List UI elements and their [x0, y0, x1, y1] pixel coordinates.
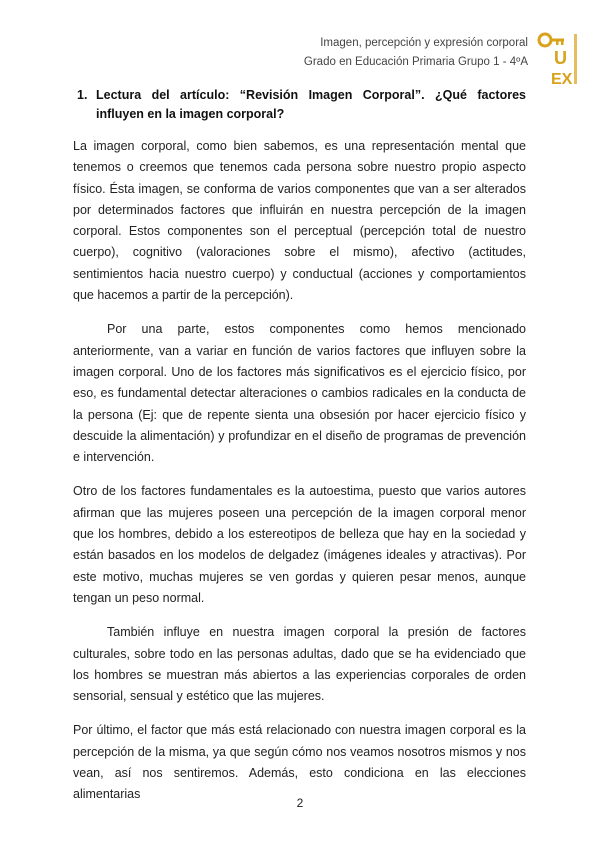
paragraph-intro: La imagen corporal, como bien sabemos, es una representación mental que tenemos o creemos que tenemos cada persona sobre nuestro propio aspecto físico. Ésta imagen, se conforma de varios componentes que van a ser alterados por determinados factores que influirán en nuestra percepción de la imagen corporal. Estos componentes son el perceptual (percepción total de nuestro cuerpo), cognitivo (valoraciones sobre el mismo), afectivo (actitudes, sentimientos hacia nuestro cuerpo) y conductual (acciones y comportamientos que hacemos a partir de la percepción).	[73, 139, 526, 303]
paragraph-perception: Por último, el factor que más está relacionado con nuestra imagen corporal es la percepción de la misma, ya que según cómo nos veamos nosotros mismos y nos vean, así nos sentiremos. Además, esto condiciona en las elecciones alimentarias	[73, 723, 526, 802]
logo-letter-u: U	[554, 48, 567, 68]
body-text	[73, 136, 526, 819]
university-logo-icon	[536, 30, 582, 88]
paragraph-exercise: Por una parte, estos componentes como hemos mencionado anteriormente, van a variar en función de varios factores que influyen sobre la imagen corporal. Uno de los factores más significativos es el ejercicio físico, por eso, es fundamental detectar alteraciones o cambios radicales en la conducta de la persona (Ej: que de repente sienta una obsesión por hacer ejercicio físico y descuide la alimentación) y profundizar en el diseño de programas de prevención e intervención.	[73, 322, 526, 465]
header-course-title: Imagen, percepción y expresión corporal	[320, 37, 528, 49]
page-number: 2	[296, 796, 304, 810]
section-title: Lectura del artículo: “Revisión Imagen Corporal”. ¿Qué factores influyen en la imagen corporal?	[96, 88, 526, 121]
paragraph-self-esteem: Otro de los factores fundamentales es la autoestima, puesto que varios autores afirman que las mujeres poseen una percepción de la imagen corporal menor que los hombres, debido a los estereotipos de belleza que hay en la sociedad y están basados en los modelos de delgadez (imágenes ideales y atractivas). Por este motivo, muchas mujeres se ven gordas y quieren pesar menos, aunque tengan un peso normal.	[73, 484, 526, 605]
section-number: 1.	[77, 88, 88, 102]
logo-letters-ex: EX	[551, 71, 573, 88]
page-header	[304, 34, 528, 72]
section-heading	[77, 86, 526, 124]
header-group-line: Grado en Educación Primaria Grupo 1 - 4ºA	[303, 56, 528, 68]
paragraph-culture: También influye en nuestra imagen corporal la presión de factores culturales, sobre todo en las personas adultas, dado que se ha evidenciado que los hombres se muestran más abiertos a las experiencias corporales de orden sensorial, sensual y estético que las mujeres.	[73, 625, 526, 704]
